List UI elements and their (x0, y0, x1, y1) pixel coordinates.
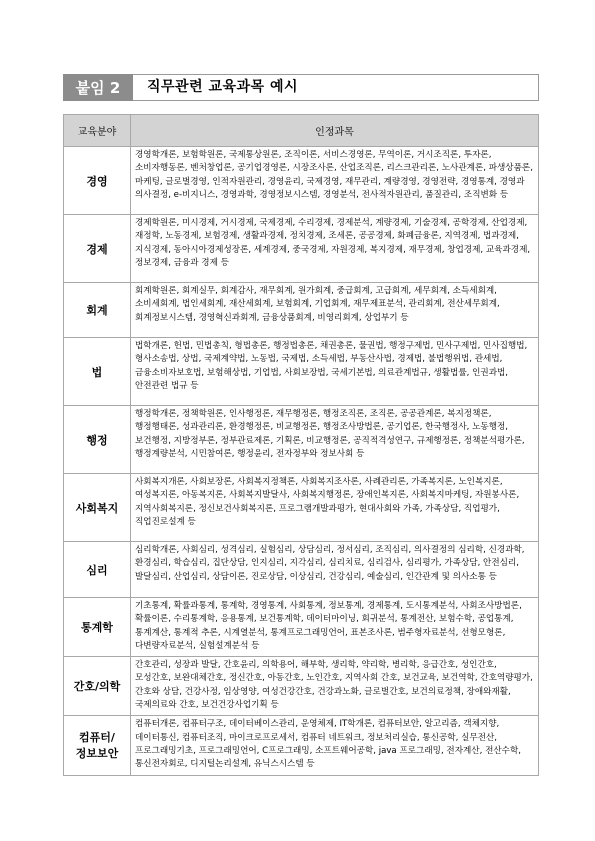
table-row (64, 283, 539, 338)
table-row (64, 542, 539, 598)
table-row (64, 598, 539, 657)
category-cell: 행정 (64, 406, 131, 474)
column-header-category: 교육분야 (64, 115, 131, 147)
page-title: 직무관련 교육과목 예시 (147, 79, 298, 95)
table-row (64, 338, 539, 406)
category-cell: 경제 (64, 215, 131, 283)
table-header-row (64, 115, 539, 147)
category-cell: 통계학 (64, 598, 131, 657)
subjects-cell: 경제학원론, 미시경제, 거시경제, 국제경제, 수리경제, 경제분석, 계량경제, 기술경제, 공학경제, 산업경제, 재정학, 노동경제, 보험경제, 생활과경제, 정치경제, 조세론, 공공경제, 화폐금융론, 지역경제, 법과경제, 지식경제, 동아시아경제성장론, 세계경제, 중국경제, 자원경제, 복지경제, 재무경제, 창업경제, 교육과경제, 정보경제, 금융과 경제 등 (131, 215, 539, 283)
table-row (64, 716, 539, 775)
subjects-cell: 사회복지개론, 사회보장론, 사회복지정책론, 사회복지조사론, 사례관리론, 가족복지론, 노인복지론, 여성복지론, 아동복지론, 사회복지발달사, 사회복지행정론, 장애인복지론, 사회복지마케팅, 자원봉사론, 지역사회복지론, 정신보건사회복지론, 프로그램개발과평가, 현대사회와 가족, 가족상담, 직업평가,직업진로설계 등 (131, 474, 539, 542)
table-row (64, 406, 539, 474)
subjects-cell: 행정학개론, 정책학원론, 인사행정론, 재무행정론, 행정조직론, 조직론, 공공관계론, 복지정책론, 행정행태론, 성과관리론, 환경행정론, 비교행정론, 행정조사방법론, 공기업론, 한국행정사, 노동행정, 보건행정, 지방정부론, 정부관료제론, 기획론, 비교행정론, 공직적격성연구, 규제행정론, 정책분석평가론, 행정계량분석, 시민참여론, 행정윤리, 전자정부와 정보사회 등 (131, 406, 539, 474)
subjects-cell: 컴퓨터개론, 컴퓨터구조, 데이터베이스관리, 운영체제, IT학개론, 컴퓨터보안, 알고리즘, 객체지향, 데이터통신, 컴퓨터조직, 마이크로프로세서, 컴퓨터 네트워크, 정보처리실습, 통신공학, 실무전산, 프로그래밍기초, 프로그래밍언어, C프로그래밍, 소프트웨어공학, java 프로그래밍, 전자계산, 전산수학, 통신전자회로, 디지털논리설계, 유닉스시스템 등 (131, 716, 539, 775)
category-cell: 법 (64, 338, 131, 406)
subjects-cell: 경영학개론, 보험학원론, 국제통상원론, 조직이론, 서비스경영론, 무역이론, 거시조직론, 투자론, 소비자행동론, 벤처창업론, 공기업경영론, 시장조사론, 산업조직론, 리스크관리론, 노사관계론, 파생상품론, 마케팅, 글로벌경영, 인적자원관리, 경영윤리, 국제경영, 재무관리, 계량경영, 경영전략, 경영통계, 경영과 의사결정, e-비지니스, 경영과학, 경영정보시스템, 경영분석, 전사적자원관리, 품질관리, 조직변화 등 (131, 147, 539, 215)
table-row (64, 147, 539, 215)
subjects-cell: 법학개론, 헌법, 민법총칙, 형법총론, 행정법총론, 채권총론, 물권법, 행정구제법, 민사구제법, 민사집행법, 형사소송법, 상법, 국제계약법, 노동법, 국제법, 소득세법, 부동산사법, 경제법, 불법행위법, 관세법, 금융소비자보호법, 보험해상법, 기업법, 사회보장법, 국세기본법, 의료관계법규, 생활법률, 인권과법, 안전관련 법규 등 (131, 338, 539, 406)
category-cell: 컴퓨터/ 정보보안 (64, 716, 131, 775)
subjects-cell: 심리학개론, 사회심리, 성격심리, 실험심리, 상담심리, 정서심리, 조직심리, 의사결정의 심리학, 신경과학, 환경심리, 학습심리, 집단상담, 인지심리, 지각심리, 심리치료, 심리검사, 심리평가, 가족상담, 안전심리, 발달심리, 산업심리, 상담이론, 진로상담, 이상심리, 건강심리, 예술심리, 인간관계 및 의사소통 등 (131, 542, 539, 598)
table-row (64, 657, 539, 716)
table-row (64, 474, 539, 542)
category-cell: 사회복지 (64, 474, 131, 542)
column-header-subjects: 인정과목 (131, 115, 539, 147)
category-cell: 회계 (64, 283, 131, 338)
category-cell: 심리 (64, 542, 131, 598)
subjects-cell: 기초통계, 확률과통계, 통계학, 경영통계, 사회통계, 정보통계, 경제통계, 도시통계분석, 사회조사방법론, 확률이론, 수리통계학, 응용통계, 보건통계학, 데이터마이닝, 회귀분석, 통계전산, 보험수학, 공업통계, 통계계산, 통계적 추론, 시계열분석, 통계프로그래밍언어, 표본조사론, 범주형자료분석, 선형모형론, 다변량자료분석, 실험설계분석 등 (131, 598, 539, 657)
subjects-table (63, 114, 539, 776)
section-header (63, 74, 539, 101)
subjects-cell: 회계학원론, 회계실무, 회계감사, 재무회계, 원가회계, 중급회계, 고급회계, 세무회계, 소득세회계, 소비세회계, 법인세회계, 재산세회계, 보험회계, 기업회계, 재무제표분석, 관리회계, 전산세무회계, 회계정보시스템, 경영혁신과회계, 금융상품회계, 비영리회계, 상업부기 등 (131, 283, 539, 338)
attachment-badge: 붙임 2 (63, 74, 133, 101)
table-row (64, 215, 539, 283)
category-cell: 간호/의학 (64, 657, 131, 716)
category-cell: 경영 (64, 147, 131, 215)
subjects-cell: 간호관리, 성장과 발달, 간호윤리, 의학용어, 해부학, 생리학, 약리학, 병리학, 응급간호, 성인간호, 모성간호, 보완대체간호, 정신간호, 아동간호, 노인간호, 지역사회 간호, 보건교육, 보건역학, 간호역량평가, 간호와 상담, 건강사정, 임상영양, 여성건강간호, 건강과노화, 글로벌간호, 보건의료정책, 장애와재활, 국제의료와 간호, 보건건강사업기획 등 (131, 657, 539, 716)
